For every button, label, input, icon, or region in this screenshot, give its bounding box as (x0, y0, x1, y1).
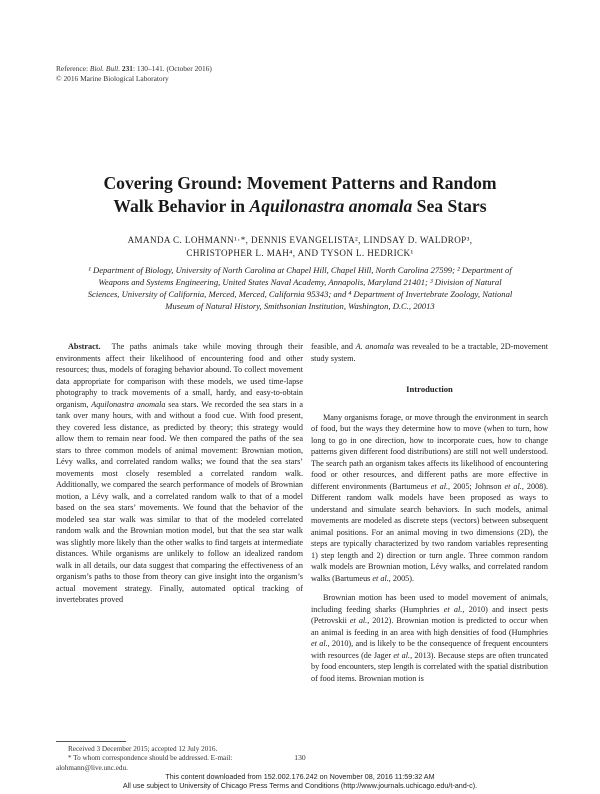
download-notice (0, 772, 600, 791)
title-line-2 (60, 195, 540, 218)
citation-pages-date: : 130–141. (October 2016) (133, 64, 212, 73)
download-line-2: All use subject to University of Chicago Press Terms and Conditions (http://www.journals.uchicago.edu/t-and-c). (122, 781, 478, 791)
intro-p2-e: , 2013). Because steps are often truncated by food encounters, step length is correlated with the spatial distribution of food items. Brownian motion is (311, 650, 549, 683)
intro-p2-b: , 2010) and insect pests (Petrovskii (311, 604, 548, 625)
et-al: et al. (443, 604, 463, 614)
introduction-paragraph-2 (311, 592, 548, 684)
introduction-heading: Introduction (406, 384, 453, 394)
title-prefix: Walk Behavior in (113, 196, 250, 216)
intro-p1-a: Many organisms forage, or move through the environment in search of food, but the ways they determine how to move (when to turn, how long to go in one direction, how to incorporate cues, how to change patterns given different food distributions) are still not well understood. The search path an organism takes affects its likelihood of encountering food or other resources, and different paths are more effective in different environments (Bartumeus (311, 412, 548, 491)
article-title (60, 172, 540, 218)
affiliations: ¹ Department of Biology, University of North Carolina at Chapel Hill, Chapel Hill, North Carolina 27599; ² Department of Weapons and Systems Engineering, United States Naval Academy, Annapolis, Maryland 21401; ³ Division of Natural Sciences, University of California, Merced, Merced, California 95343; and ⁴ Department of Invertebrate Zoology, National Museum of Natural History, Smithsonian Institution, Washington, D.C., 20013 (87, 265, 513, 311)
et-al: et al. (349, 616, 368, 625)
et-al: et al. (393, 650, 411, 660)
footnote-divider (56, 741, 126, 742)
correspondence-note: * To whom correspondence should be addressed. E-mail: alohmann@live.unc.edu. (56, 754, 233, 772)
intro-p1-b: , 2005; Johnson (448, 481, 505, 491)
citation-reference (56, 64, 212, 83)
et-al: et al. (311, 639, 328, 648)
citation-prefix: Reference: (56, 64, 90, 73)
intro-p1-d: , 2005). (388, 573, 415, 583)
intro-p2-c: , 2012). Brownian motion is predicted to occur when an animal is feeding in an area with high densities of food (Humphries (311, 616, 548, 637)
title-suffix: Sea Stars (412, 196, 487, 216)
page-number: 130 (294, 753, 306, 762)
abstract-text-b: sea stars. We recorded the sea stars in a tank over many hours, with and without a food cue. With food present, they covered less distance, as predicted by theory; this strategy would allow them to remain near food. We then compared the paths of the sea stars to three common models of animal movement: Brownian motion, Lévy walks, and correlated random walks; we found that the sea stars’ movements most closely resembled a correlated random walk. Additionally, we compared the search performance of models of Brownian motion, a Lévy walk, and a correlated random walk to that of a model based on the sea stars’ movements. We found that the behavior of the modeled sea star walk was similar to that of the modeled correlated random walk and the Brownian motion model, but that the sea star walk was slightly more likely than the other walks to find targets at intermediate distances. While organisms are unlikely to follow an idealized random walk in all details, our data suggest that comparing the effectiveness of an organism’s paths to those from theory can give insight into the organism’s actual movement strategy. Finally, automated optical tracking of invertebrates proved (56, 399, 304, 604)
author-list (70, 234, 530, 259)
abstract-continuation-a: feasible, and (311, 342, 356, 351)
abstract-species: Aquilonastra anomala (91, 399, 166, 409)
citation-line (56, 64, 212, 74)
abstract-continuation-species: A. anomala (355, 342, 394, 351)
download-line-1: This content downloaded from 152.002.176.242 on November 08, 2016 11:59:32 AM (165, 772, 435, 781)
abstract-heading: Abstract. (68, 342, 101, 351)
abstract-continuation (311, 341, 548, 364)
intro-p2-d: , 2010), and is likely to be the consequence of frequent encounters with resources (de Jager (311, 639, 549, 660)
left-column (56, 341, 303, 606)
authors-line-1: AMANDA C. LOHMANN¹·*, DENNIS EVANGELISTA², LINDSAY D. WALDROP³, (127, 235, 473, 245)
right-column (311, 341, 548, 684)
intro-p2-a: Brownian motion has been used to model movement of animals, including feeding sharks (Humphries (311, 593, 548, 614)
title-species: Aquilonastra anomala (249, 196, 413, 216)
et-al: et al. (430, 481, 449, 491)
abstract-text-a: The paths animals take while moving through their environments affect their likelihood of encountering food and other resources; thus, models of foraging behavior abound. To collect movement data appropriate for comparison with these models, we used time-lapse photography to track movements of a small, hardy, and easy-to-obtain organism, (56, 342, 304, 409)
intro-p1-c: , 2008). Different random walk models have been proposed as ways to understand and simulate search behaviors. In such models, animal movements are modeled as discrete steps (vectors) between subsequent animal positions. For an animal moving in two dimensions (2D), the steps are typically characterized by two random variables representing 1) step length and 2) direction or turn angle. Three common random walk models are Brownian motion, Lévy walks, and correlated random walks (Bartumeus (311, 481, 548, 583)
copyright-line: © 2016 Marine Biological Laboratory (56, 73, 169, 83)
journal-volume: 231 (121, 64, 133, 73)
abstract-continuation-b: was revealed to be a tractable, 2D-movement study system. (311, 342, 548, 363)
et-al: et al. (504, 481, 522, 491)
et-al: et al. (372, 573, 389, 583)
introduction-paragraph-1 (311, 412, 548, 585)
authors-line-2: CHRISTOPHER L. MAH⁴, AND TYSON L. HEDRICK¹ (186, 247, 414, 258)
abstract-paragraph (56, 341, 303, 606)
journal-name: Biol. Bull. (89, 64, 121, 73)
title-line-1: Covering Ground: Movement Patterns and Random (103, 173, 497, 193)
received-date: Received 3 December 2015; accepted 12 July 2016. (68, 745, 218, 753)
